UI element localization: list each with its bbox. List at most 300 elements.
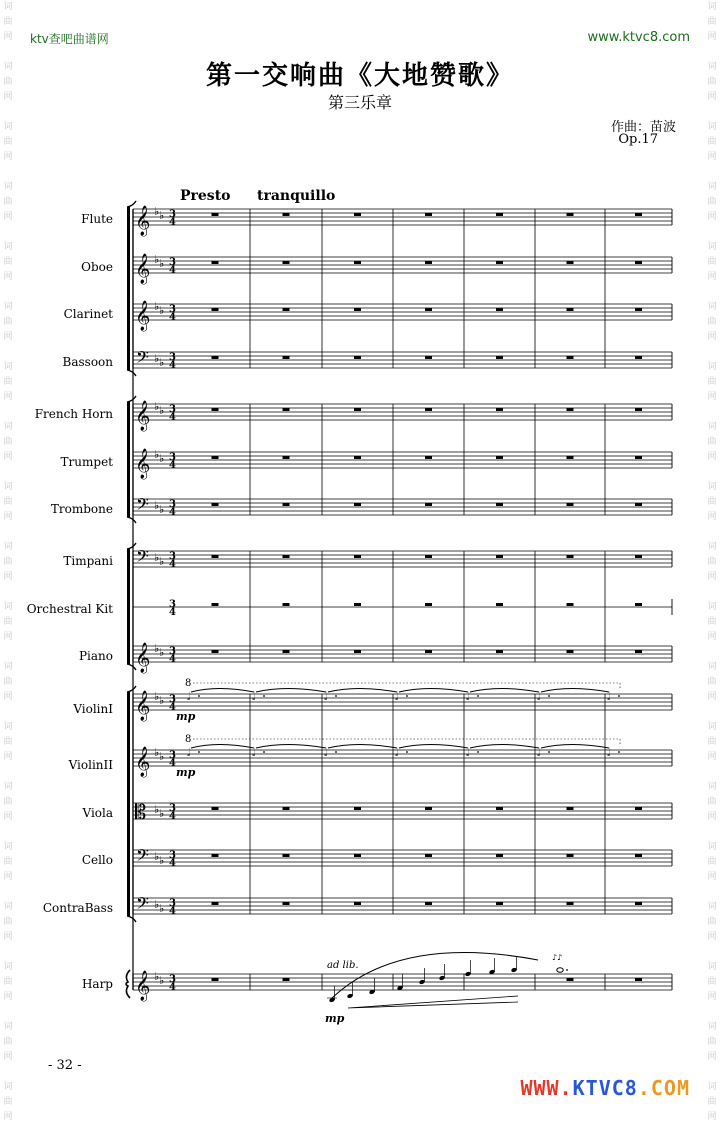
watermark-char: 词 <box>3 182 13 192</box>
footer-logo-part1: WWW. <box>520 1076 573 1100</box>
whole-rest <box>496 555 503 558</box>
time-signature-top: 3 <box>169 599 176 610</box>
watermark-char: 网 <box>3 632 13 642</box>
flat-sign: ♭ <box>154 970 160 983</box>
watermark-char: 网 <box>3 452 13 462</box>
watermark-char: 词 <box>707 122 717 132</box>
watermark-char: 词 <box>707 2 717 12</box>
watermark-char: 曲 <box>3 497 13 507</box>
time-signature-top: 3 <box>169 304 176 315</box>
tie <box>541 689 609 693</box>
augmentation-dot <box>548 751 550 753</box>
whole-rest <box>425 854 432 857</box>
whole-rest <box>354 603 361 606</box>
staff <box>133 642 672 674</box>
watermark-char: 曲 <box>707 497 717 507</box>
flat-sign: ♭ <box>159 503 165 516</box>
whole-rest <box>425 807 432 810</box>
whole-rest <box>567 308 574 311</box>
whole-rest <box>212 902 219 905</box>
whole-rest <box>212 308 219 311</box>
whole-rest <box>283 308 290 311</box>
flat-sign: ♭ <box>159 304 165 317</box>
whole-rest <box>354 356 361 359</box>
group-bracket <box>127 402 130 517</box>
watermark-char: 网 <box>707 992 717 1002</box>
whole-rest <box>212 978 219 981</box>
whole-rest <box>567 503 574 506</box>
whole-rest <box>635 978 642 981</box>
whole-rest <box>212 603 219 606</box>
watermark-char: 曲 <box>3 977 13 987</box>
time-signature-bottom: 4 <box>169 360 176 371</box>
flat-sign: ♭ <box>154 400 160 413</box>
whole-rest <box>212 213 219 216</box>
watermark-char: 网 <box>707 512 717 522</box>
time-signature-bottom: 4 <box>169 654 176 665</box>
watermark-char: 网 <box>3 1112 13 1122</box>
whole-rest <box>283 555 290 558</box>
whole-rest <box>567 978 574 981</box>
flat-sign: ♭ <box>159 694 165 707</box>
flat-sign: ♭ <box>154 352 160 365</box>
watermark-char: 词 <box>707 842 717 852</box>
watermark-char: 网 <box>3 272 13 282</box>
whole-rest <box>635 308 642 311</box>
watermark-char: 词 <box>3 362 13 372</box>
dotted-half-note: 𝅗𝅥 <box>252 690 256 703</box>
violin-sustained-line <box>176 734 620 779</box>
treble-clef: 𝄞 <box>135 301 151 331</box>
time-signature-bottom: 4 <box>169 265 176 276</box>
time-signature-top: 3 <box>169 974 176 985</box>
violin-sustained-line <box>176 678 620 723</box>
whole-rest <box>212 261 219 264</box>
augmentation-dot <box>477 751 479 753</box>
augmentation-dot <box>263 751 265 753</box>
watermark-char: 曲 <box>707 797 717 807</box>
whole-rest <box>283 603 290 606</box>
time-signature-top: 3 <box>169 551 176 562</box>
whole-rest <box>354 854 361 857</box>
whole-rest <box>496 261 503 264</box>
whole-rest <box>567 213 574 216</box>
time-signature-top: 3 <box>169 898 176 909</box>
bracket-hook <box>127 916 136 922</box>
whole-rest <box>496 456 503 459</box>
dotted-half-note: 𝅗𝅥 <box>252 746 256 759</box>
whole-rest <box>425 261 432 264</box>
watermark-char: 网 <box>3 332 13 342</box>
whole-rest <box>635 650 642 653</box>
score-subtitle: 第三乐章 <box>327 93 392 112</box>
whole-rest <box>567 902 574 905</box>
site-url-right[interactable]: www.ktvc8.com <box>587 30 690 45</box>
flat-sign: ♭ <box>154 642 160 655</box>
watermark-char: 网 <box>707 872 717 882</box>
watermark-char: 网 <box>3 152 13 162</box>
watermark-char: 词 <box>707 902 717 912</box>
whole-rest <box>567 261 574 264</box>
instrument-label-harp: Harp <box>81 977 113 991</box>
watermark-char: 词 <box>707 482 717 492</box>
watermark-char: 曲 <box>707 437 717 447</box>
watermark-char: 网 <box>3 1052 13 1062</box>
watermark-char: 词 <box>707 542 717 552</box>
group-bracket <box>127 549 130 664</box>
watermark-char: 曲 <box>3 17 13 27</box>
whole-rest <box>212 408 219 411</box>
treble-clef: 𝄞 <box>135 971 151 1001</box>
bass-clef: 𝄢 <box>136 494 149 518</box>
time-signature-bottom: 4 <box>169 460 176 471</box>
watermark-char: 曲 <box>3 1097 13 1107</box>
whole-rest <box>425 503 432 506</box>
whole-rest <box>425 555 432 558</box>
whole-rest <box>425 356 432 359</box>
staff <box>133 746 672 778</box>
flat-sign: ♭ <box>159 555 165 568</box>
whole-rest <box>354 213 361 216</box>
tempo-marking-presto: Presto <box>180 188 231 204</box>
watermark-char: 曲 <box>707 917 717 927</box>
whole-rest <box>496 650 503 653</box>
watermark-char: 曲 <box>3 1037 13 1047</box>
watermark-char: 曲 <box>707 197 717 207</box>
instrument-label-viola: Viola <box>82 806 113 820</box>
watermark-char: 网 <box>3 572 13 582</box>
watermark-char: 曲 <box>707 677 717 687</box>
dotted-half-note: 𝅗𝅥 <box>466 690 470 703</box>
bracket-hook <box>127 370 136 376</box>
watermark-char: 网 <box>3 812 13 822</box>
whole-rest <box>354 807 361 810</box>
alto-clef: 𝄡 <box>135 800 147 824</box>
time-signature-bottom: 4 <box>169 607 176 618</box>
watermark-char: 网 <box>707 332 717 342</box>
augmentation-dot <box>335 751 337 753</box>
watermark-char: 网 <box>707 812 717 822</box>
watermark-char: 词 <box>3 122 13 132</box>
instrument-label-clarinet: Clarinet <box>63 307 113 321</box>
whole-rest <box>283 854 290 857</box>
treble-clef: 𝄞 <box>135 401 151 431</box>
watermark-char: 网 <box>707 1112 717 1122</box>
instrument-label-flute: Flute <box>81 212 113 226</box>
watermark-char: 词 <box>707 722 717 732</box>
watermark-char: 网 <box>707 152 717 162</box>
instrument-label-timpani: Timpani <box>63 554 113 568</box>
whole-rest <box>283 503 290 506</box>
whole-rest <box>635 456 642 459</box>
watermark-char: 曲 <box>707 17 717 27</box>
watermark-char: 曲 <box>3 797 13 807</box>
staff <box>133 546 672 570</box>
footer-logo[interactable] <box>520 1076 690 1100</box>
time-signature-bottom: 4 <box>169 559 176 570</box>
watermark-char: 词 <box>3 2 13 12</box>
whole-rest <box>635 261 642 264</box>
ottava-mark: 8 <box>185 678 192 689</box>
instrument-label-violin-i: ViolinI <box>73 702 113 716</box>
watermark-char: 网 <box>3 32 13 42</box>
whole-rest <box>635 408 642 411</box>
staff-systems <box>133 205 672 1002</box>
augmentation-dot <box>477 695 479 697</box>
footer-logo-part2: KTVC8 <box>572 1076 638 1100</box>
watermark-char: 网 <box>707 392 717 402</box>
watermark-char: 网 <box>3 92 13 102</box>
dotted-half-note: 𝅗𝅥 <box>187 690 191 703</box>
bass-clef: 𝄢 <box>136 546 149 570</box>
watermark-char: 词 <box>707 1022 717 1032</box>
time-signature-bottom: 4 <box>169 412 176 423</box>
flat-sign: ♭ <box>159 257 165 270</box>
watermark-char: 曲 <box>707 1097 717 1107</box>
whole-rest <box>283 650 290 653</box>
whole-rest <box>496 213 503 216</box>
flat-sign: ♭ <box>159 404 165 417</box>
instrument-label-trombone: Trombone <box>50 502 113 516</box>
watermark-char: 词 <box>707 362 717 372</box>
augmentation-dot <box>335 695 337 697</box>
watermark-char: 词 <box>3 842 13 852</box>
watermark-char: 网 <box>707 272 717 282</box>
dotted-half-note: 𝅗𝅥 <box>607 690 611 703</box>
watermark-char: 词 <box>707 422 717 432</box>
augmentation-dot <box>566 969 568 971</box>
dotted-half-note: 𝅗𝅥 <box>466 746 470 759</box>
whole-rest <box>635 807 642 810</box>
watermark-char: 词 <box>707 782 717 792</box>
watermark-char: 曲 <box>707 857 717 867</box>
tie <box>191 689 254 693</box>
harp-brace <box>126 970 130 998</box>
watermark-char: 词 <box>3 242 13 252</box>
flat-sign: ♭ <box>154 253 160 266</box>
watermark-char: 曲 <box>3 617 13 627</box>
watermark-char: 曲 <box>707 257 717 267</box>
augmentation-dot <box>548 695 550 697</box>
watermark-char: 词 <box>3 1022 13 1032</box>
flat-sign: ♭ <box>154 205 160 218</box>
staff <box>133 845 672 869</box>
whole-rest <box>567 854 574 857</box>
footer-logo-part3: .COM <box>637 1076 690 1100</box>
watermark-char: 曲 <box>3 857 13 867</box>
watermark-char: 网 <box>707 92 717 102</box>
whole-rest <box>354 261 361 264</box>
time-signature-top: 3 <box>169 352 176 363</box>
augmentation-dot <box>198 751 200 753</box>
flat-sign: ♭ <box>159 854 165 867</box>
time-signature-top: 3 <box>169 404 176 415</box>
flat-sign: ♭ <box>154 448 160 461</box>
staff <box>133 690 672 722</box>
harp-ad-lib: ad lib. <box>327 960 359 971</box>
watermark-char: 曲 <box>3 377 13 387</box>
dynamic-mark: mp <box>176 766 196 779</box>
harp-final-note <box>557 968 563 973</box>
harp-dynamic: mp <box>325 1012 345 1025</box>
whole-rest <box>212 854 219 857</box>
page-number: - 32 - <box>48 1058 82 1073</box>
flat-sign: ♭ <box>159 902 165 915</box>
bass-clef: 𝄢 <box>136 893 149 917</box>
whole-rest <box>567 603 574 606</box>
watermark-char: 曲 <box>3 137 13 147</box>
staff <box>133 599 672 618</box>
time-signature-bottom: 4 <box>169 312 176 323</box>
instrument-label-french-horn: French Horn <box>34 407 113 421</box>
time-signature-bottom: 4 <box>169 507 176 518</box>
flat-sign: ♭ <box>159 646 165 659</box>
whole-rest <box>354 555 361 558</box>
watermark-char: 词 <box>3 782 13 792</box>
watermark-char: 网 <box>3 512 13 522</box>
watermark-char: 词 <box>707 242 717 252</box>
whole-rest <box>354 456 361 459</box>
instrument-label-cello: Cello <box>81 853 113 867</box>
harp-crescendo <box>348 996 518 1008</box>
whole-rest <box>283 213 290 216</box>
time-signature-top: 3 <box>169 750 176 761</box>
flat-sign: ♭ <box>154 690 160 703</box>
watermark-char: 词 <box>707 962 717 972</box>
flat-sign: ♭ <box>154 850 160 863</box>
flat-sign: ♭ <box>159 209 165 222</box>
whole-rest <box>283 807 290 810</box>
watermark-char: 词 <box>3 902 13 912</box>
dotted-half-note: 𝅗𝅥 <box>537 690 541 703</box>
whole-rest <box>212 503 219 506</box>
watermark-char: 曲 <box>3 737 13 747</box>
tie <box>470 745 539 749</box>
whole-rest <box>283 978 290 981</box>
watermark-char: 曲 <box>707 317 717 327</box>
staff <box>133 800 672 824</box>
watermark-char: 曲 <box>3 677 13 687</box>
watermark-char: 词 <box>707 602 717 612</box>
whole-rest <box>425 408 432 411</box>
whole-rest <box>425 213 432 216</box>
watermark-char: 曲 <box>3 197 13 207</box>
watermark-char: 网 <box>707 932 717 942</box>
whole-rest <box>496 854 503 857</box>
instrument-label-violin-ii: ViolinII <box>68 758 113 772</box>
watermark-char: 网 <box>3 992 13 1002</box>
harp-arpeggio <box>325 952 568 1025</box>
staff <box>133 494 672 518</box>
time-signature-top: 3 <box>169 257 176 268</box>
watermark-char: 曲 <box>707 737 717 747</box>
flat-sign: ♭ <box>159 974 165 987</box>
tie <box>399 689 468 693</box>
watermark-char: 词 <box>3 962 13 972</box>
tie <box>328 745 397 749</box>
watermark-char: 曲 <box>707 977 717 987</box>
time-signature-top: 3 <box>169 694 176 705</box>
dotted-half-note: 𝅗𝅥 <box>395 746 399 759</box>
time-signature-top: 3 <box>169 646 176 657</box>
whole-rest <box>212 807 219 810</box>
time-signature-bottom: 4 <box>169 858 176 869</box>
watermark-char: 词 <box>3 422 13 432</box>
staff <box>133 347 672 371</box>
whole-rest <box>496 408 503 411</box>
whole-rest <box>354 308 361 311</box>
bass-clef: 𝄢 <box>136 347 149 371</box>
ottava-mark: 8 <box>185 734 192 745</box>
site-name-left[interactable]: ktv查吧曲谱网 <box>30 32 109 46</box>
whole-rest <box>283 356 290 359</box>
whole-rest <box>567 807 574 810</box>
whole-rest <box>567 650 574 653</box>
whole-rest <box>567 408 574 411</box>
time-signature-bottom: 4 <box>169 702 176 713</box>
augmentation-dot <box>406 751 408 753</box>
instrument-label-trumpet: Trumpet <box>60 455 113 469</box>
whole-rest <box>283 456 290 459</box>
whole-rest <box>425 456 432 459</box>
whole-rest <box>496 807 503 810</box>
whole-rest <box>283 902 290 905</box>
staff <box>133 893 672 917</box>
whole-rest <box>354 503 361 506</box>
watermark-char: 网 <box>3 392 13 402</box>
staff <box>133 448 672 480</box>
watermark-char: 曲 <box>3 77 13 87</box>
treble-clef: 𝄞 <box>135 206 151 236</box>
score-extras <box>176 678 620 1025</box>
watermark-char: 词 <box>3 1082 13 1092</box>
augmentation-dot <box>618 695 620 697</box>
time-signature-top: 3 <box>169 803 176 814</box>
treble-clef: 𝄞 <box>135 254 151 284</box>
watermark-char: 词 <box>707 302 717 312</box>
instrument-label-orchestral-kit: Orchestral Kit <box>26 602 113 616</box>
watermark-char: 网 <box>707 452 717 462</box>
augmentation-dot <box>263 695 265 697</box>
flat-sign: ♭ <box>154 898 160 911</box>
whole-rest <box>635 555 642 558</box>
flat-sign: ♭ <box>154 551 160 564</box>
watermark-char: 词 <box>707 1082 717 1092</box>
watermark-char: 词 <box>3 62 13 72</box>
whole-rest <box>496 902 503 905</box>
whole-rest <box>354 902 361 905</box>
whole-rest <box>635 854 642 857</box>
time-signature-top: 3 <box>169 499 176 510</box>
whole-rest <box>567 356 574 359</box>
whole-rest <box>212 456 219 459</box>
whole-rest <box>635 603 642 606</box>
harp-slur <box>332 952 538 998</box>
watermark-char: 网 <box>707 572 717 582</box>
time-signature-bottom: 4 <box>169 982 176 993</box>
whole-rest <box>425 603 432 606</box>
bass-clef: 𝄢 <box>136 845 149 869</box>
treble-clef: 𝄞 <box>135 691 151 721</box>
whole-rest <box>212 650 219 653</box>
bracket-hook <box>127 517 136 523</box>
watermark-char: 词 <box>3 602 13 612</box>
instrument-label-bassoon: Bassoon <box>62 355 113 369</box>
whole-rest <box>283 261 290 264</box>
watermark-char: 网 <box>3 872 13 882</box>
whole-rest <box>496 356 503 359</box>
whole-rest <box>212 356 219 359</box>
